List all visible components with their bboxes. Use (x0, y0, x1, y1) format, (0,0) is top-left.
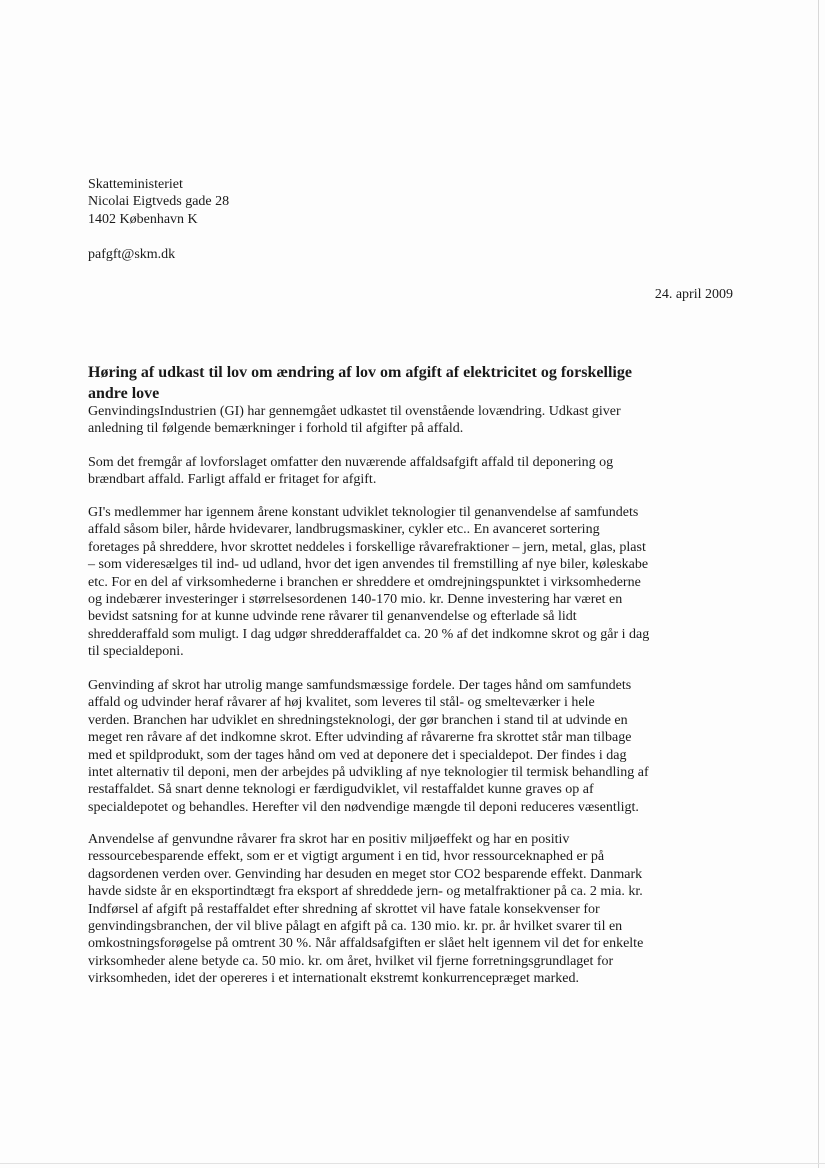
paragraph-line: etc. For en del af virksomhederne i branchen er shreddere et omdrejningspunktet i virksomhederne (88, 574, 641, 590)
paragraph-line: Indførsel af afgift på restaffaldet efter shredning af skrottet vil have fatale konsekvenser for (88, 901, 600, 917)
paragraph-line: Genvinding af skrot har utrolig mange samfundsmæssige fordele. Der tages hånd om samfundets (88, 678, 632, 693)
paragraph-line: affald såsom biler, hårde hvidevarer, landbrugsmaskiner, cykler etc.. En avanceret sortering (88, 522, 600, 538)
scan-edge (0, 1163, 825, 1164)
paragraph-line: intet alternativ til deponi, men der arbejdes på udvikling af nye teknologier til termisk behandling af (88, 765, 649, 781)
paragraph-line: verden. Branchen har udviklet en shredningsteknologi, der gør branchen i stand til at udvinde en (88, 712, 628, 728)
paragraph-line: – som videresælges til ind- ud udland, hvor det igen anvendes til fremstilling af nye biler, køleskabe (88, 557, 649, 573)
paragraph-line: shredderaffald som muligt. I dag udgør shredderaffaldet ca. 20 % af det indkomne skrot og går i dag (88, 626, 650, 642)
paragraph-line: og indebærer investeringer i størrelsesordenen 140-170 mio. kr. Denne investering har været en (88, 592, 623, 608)
paragraph-line: affald og udvinder heraf råvarer af høj kvalitet, som leveres til stål- og smelteværker i hele (88, 695, 595, 711)
recipient-city: 1402 København K (88, 211, 198, 227)
paragraph-line: foretages på shreddere, hvor skrottet neddeles i forskellige råvarefraktioner – jern, metal, glas, plast (88, 539, 646, 555)
paragraph-3 (88, 504, 649, 661)
paragraph-line: restaffaldet. Så snart denne teknologi er færdigudviklet, vil restaffaldet kunne graves op af (88, 782, 594, 798)
heading-line: Høring af udkast til lov om ændring af lov om afgift af elektricitet og forskellige (88, 364, 632, 381)
heading-line: andre love (88, 385, 160, 402)
paragraph-line: til specialdeponi. (88, 644, 184, 660)
paragraph-line: ressourcebesparende effekt, som er et vigtigt argument i en tid, hvor ressourceknaphed er på (88, 849, 605, 865)
paragraph-5 (88, 831, 643, 988)
paragraph-line: anledning til følgende bemærkninger i forhold til afgifter på affald. (88, 421, 464, 437)
recipient-email-block (88, 246, 175, 263)
paragraph-line: omkostningsforøgelse på omtrent 30 %. Når affaldsafgiften er slået helt igennem vil det for enkelte (88, 936, 644, 952)
paragraph-line: specialdepotet og behandles. Herefter vil den nødvendige mængde til deponi reduceres væsentligt. (88, 799, 639, 815)
recipient-name: Skatteministeriet (88, 177, 183, 192)
paragraph-line: havde sidste år en eksportindtægt fra eksport af shreddede jern- og metalfraktioner på ca. 2 mia. kr. (88, 884, 643, 900)
letter-heading (88, 362, 632, 404)
letter-date: 24. april 2009 (654, 287, 733, 302)
paragraph-line: med et spildprodukt, som der tages hånd om ved at deponere det i specialdepot. Der findes i dag (88, 747, 627, 763)
paragraph-1 (88, 403, 621, 438)
paragraph-line: brændbart affald. Farligt affald er fritaget for afgift. (88, 472, 377, 488)
recipient-street: Nicolai Eigtveds gade 28 (88, 194, 230, 210)
paragraph-4 (88, 677, 649, 816)
paragraph-line: virksomheder alene betyde ca. 50 mio. kr. om året, hvilket vil fjerne forretningsgrundlaget for (88, 953, 614, 969)
paragraph-line: Anvendelse af genvundne råvarer fra skrot har en positiv miljøeffekt og har en positiv (88, 832, 570, 847)
paragraph-line: virksomheden, idet der opereres i et internationalt ekstremt konkurrencepræget marked. (88, 971, 579, 987)
paragraph-line: genvindingsbranchen, der vil blive pålagt en afgift på ca. 130 mio. kr. pr. år hvilket svarer til en (88, 919, 623, 935)
paragraph-line: GenvindingsIndustrien (GI) har gennemgået udkastet til ovenstående lovændring. Udkast giver (88, 404, 621, 419)
scan-edge (818, 0, 819, 1168)
paragraph-line: GI's medlemmer har igennem årene konstant udviklet teknologier til genanvendelse af samfundets (88, 505, 639, 520)
paragraph-2 (88, 454, 613, 489)
recipient-email: pafgft@skm.dk (88, 247, 176, 262)
paragraph-line: Som det fremgår af lovforslaget omfatter den nuværende affaldsafgift affald til deponering og (88, 455, 614, 470)
paragraph-line: bevidst satsning for at kunne udvinde rene råvarer til genanvendelse og efterlade så lidt (88, 609, 577, 625)
paragraph-line: dagsordenen verden over. Genvinding har desuden en meget stor CO2 besparende effekt. Danmark (88, 866, 643, 882)
paragraph-line: meget ren råvare af det indkomne skrot. Efter udvinding af råvarerne fra skrottet står man tilbage (88, 730, 632, 746)
recipient-address (88, 176, 229, 228)
